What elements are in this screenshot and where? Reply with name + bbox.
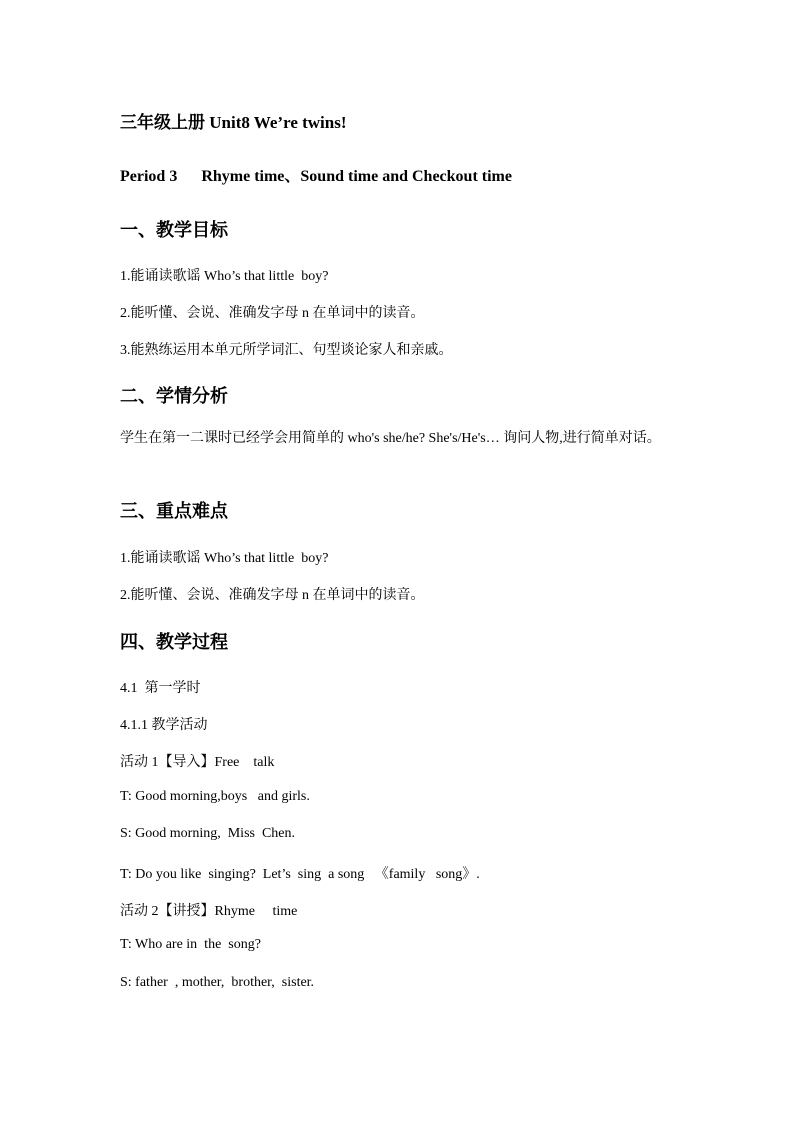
process-line: 4.1.1 教学活动 — [120, 718, 208, 733]
process-line: 活动 1【导入】Free talk — [120, 755, 275, 770]
section-heading-analysis: 二、学情分析 — [120, 386, 228, 406]
objective-item: 3.能熟练运用本单元所学词汇、句型谈论家人和亲戚。 — [120, 343, 453, 358]
process-line: 4.1 第一学时 — [120, 681, 201, 696]
section-heading-process: 四、教学过程 — [120, 632, 228, 652]
key-point-item: 2.能听懂、会说、准确发字母 n 在单词中的读音。 — [120, 588, 425, 603]
process-line: 活动 2【讲授】Rhyme time — [120, 904, 298, 919]
section-heading-objectives: 一、教学目标 — [120, 220, 228, 240]
analysis-paragraph: 学生在第一二课时已经学会用简单的 who's she/he? She's/He's… 询问人物,进行简单对话。 — [120, 431, 661, 446]
key-point-item: 1.能诵读歌谣 Who’s that little boy? — [120, 551, 329, 566]
objective-item: 2.能听懂、会说、准确发字母 n 在单词中的读音。 — [120, 306, 425, 321]
document-title: 三年级上册 Unit8 We’re twins! — [120, 113, 347, 132]
objective-item: 1.能诵读歌谣 Who’s that little boy? — [120, 269, 329, 284]
process-line: T: Do you like singing? Let’s sing a song 《family song》. — [120, 867, 480, 882]
period-subtitle: Period 3 Rhyme time、Sound time and Checkout time — [120, 168, 512, 185]
process-line: T: Good morning,boys and girls. — [120, 789, 310, 804]
process-line: S: Good morning, Miss Chen. — [120, 826, 296, 841]
process-line: S: father , mother, brother, sister. — [120, 975, 315, 990]
section-heading-key-points: 三、重点难点 — [120, 501, 228, 521]
process-line: T: Who are in the song? — [120, 937, 261, 952]
